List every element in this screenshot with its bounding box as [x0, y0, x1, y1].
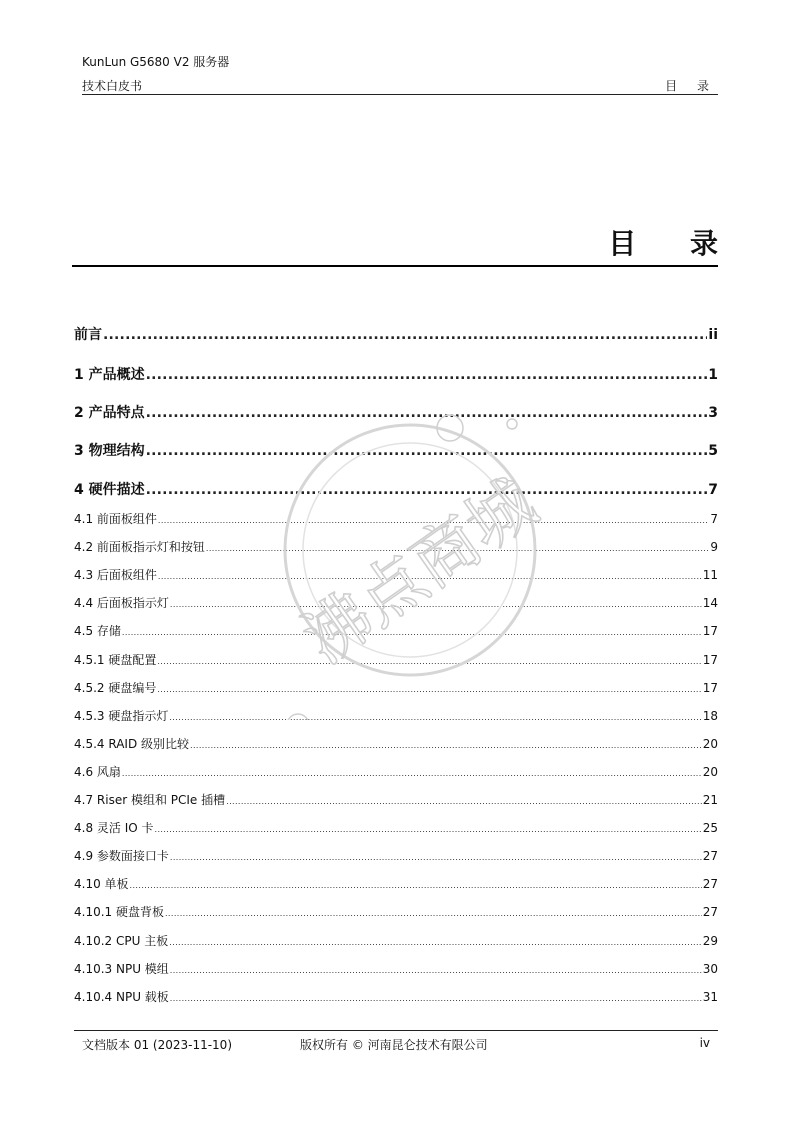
- toc-leader-dots: [130, 881, 702, 890]
- toc-leader-dots: [169, 713, 701, 722]
- toc-entry-page-number: 17: [702, 680, 718, 695]
- toc-entry-page-number: 21: [702, 793, 718, 807]
- toc-leader-dots: [146, 482, 708, 498]
- toc-entry-label: 4.10.2 CPU 主板: [74, 933, 169, 948]
- footer-copyright: 版权所有 © 河南昆仑技术有限公司: [300, 1038, 488, 1052]
- toc-leader-dots: [122, 628, 702, 637]
- toc-entry-label: 前言: [74, 327, 102, 343]
- toc-leader-dots: [157, 657, 701, 666]
- toc-section-entry[interactable]: [74, 819, 718, 839]
- toc-entry-page-number: 27: [702, 877, 718, 892]
- toc-entry-page-number: 17: [702, 624, 718, 639]
- page-title: 目 录: [608, 227, 740, 260]
- toc-section-entry[interactable]: [74, 903, 718, 923]
- toc-entry-page-number: 20: [702, 764, 718, 779]
- toc-entry-page-number: 18: [702, 708, 718, 723]
- toc-entry-label: 4.5.4 RAID 级别比较: [74, 736, 190, 751]
- toc-entry-page-number: 7: [710, 512, 718, 526]
- toc-entry-page-number: ii: [708, 327, 718, 343]
- toc-entry-label: 4.9 参数面接口卡: [74, 849, 169, 864]
- toc-entry-page-number: 9: [710, 540, 718, 555]
- header-divider: [82, 94, 718, 95]
- toc-entry-page-number: 31: [702, 989, 718, 1004]
- toc-leader-dots: [170, 966, 702, 975]
- toc-leader-dots: [158, 572, 702, 581]
- toc-chapter-entry[interactable]: [74, 364, 718, 384]
- header-document-title: 技术白皮书: [82, 79, 143, 93]
- toc-entry-page-number: 27: [702, 849, 718, 864]
- toc-entry-page-number: 3: [708, 405, 718, 421]
- toc-entry-label: 4.5.3 硬盘指示灯: [74, 708, 169, 723]
- toc-leader-dots: [122, 769, 702, 778]
- toc-entry-label: 1 产品概述: [74, 367, 145, 383]
- toc-entry-page-number: 1: [708, 367, 718, 383]
- toc-entry-page-number: 30: [702, 961, 718, 976]
- toc-entry-label: 4.10 单板: [74, 877, 129, 892]
- toc-entry-page-number: 5: [708, 443, 718, 459]
- toc-entry-label: 4.10.4 NPU 载板: [74, 989, 169, 1004]
- toc-entry-label: 4.8 灵活 IO 卡: [74, 821, 154, 836]
- header-product-name: KunLun G5680 V2 服务器: [82, 55, 230, 69]
- toc-leader-dots: [103, 327, 707, 343]
- footer-page-number: iv: [699, 1036, 710, 1050]
- toc-entry-label: 4.6 风扇: [74, 764, 121, 779]
- toc-leader-dots: [157, 685, 701, 694]
- toc-chapter-entry[interactable]: [74, 440, 718, 460]
- toc-section-entry[interactable]: [74, 679, 718, 699]
- svg-text:沸点商城: 沸点商城: [289, 463, 550, 679]
- toc-chapter-entry[interactable]: [74, 402, 718, 422]
- toc-entry-label: 4 硬件描述: [74, 482, 145, 498]
- toc-entry-label: 4.7 Riser 模组和 PCIe 插槽: [74, 793, 226, 807]
- title-divider: [72, 265, 718, 267]
- toc-entry-label: 4.1 前面板组件: [74, 512, 157, 526]
- toc-leader-dots: [170, 994, 702, 1003]
- toc-entry-page-number: 14: [702, 596, 718, 611]
- toc-entry-page-number: 17: [702, 652, 718, 667]
- toc-section-entry[interactable]: [74, 707, 718, 727]
- toc-section-entry[interactable]: [74, 763, 718, 783]
- toc-section-entry[interactable]: [74, 791, 718, 811]
- toc-leader-dots: [146, 405, 708, 421]
- toc-section-entry[interactable]: [74, 510, 718, 530]
- toc-section-entry[interactable]: [74, 847, 718, 867]
- toc-entry-label: 4.5 存储: [74, 624, 121, 639]
- toc-entry-page-number: 29: [702, 933, 718, 948]
- toc-entry-page-number: 7: [708, 482, 718, 498]
- header-section-name: 目 录: [665, 79, 717, 93]
- toc-entry-label: 4.10.1 硬盘背板: [74, 905, 164, 920]
- toc-entry-label: 4.3 后面板组件: [74, 568, 157, 583]
- toc-section-entry[interactable]: [74, 566, 718, 586]
- toc-section-entry[interactable]: [74, 538, 718, 558]
- toc-leader-dots: [146, 443, 708, 459]
- toc-leader-dots: [155, 825, 702, 834]
- toc-section-entry[interactable]: [74, 875, 718, 895]
- toc-leader-dots: [146, 367, 708, 383]
- toc-entry-label: 4.5.1 硬盘配置: [74, 652, 157, 667]
- toc-entry-label: 3 物理结构: [74, 443, 145, 459]
- toc-entry-label: 4.10.3 NPU 模组: [74, 961, 169, 976]
- toc-section-entry[interactable]: [74, 651, 718, 671]
- toc-entry-label: 4.4 后面板指示灯: [74, 596, 169, 611]
- toc-leader-dots: [170, 853, 702, 862]
- toc-leader-dots: [165, 909, 702, 918]
- toc-section-entry[interactable]: [74, 735, 718, 755]
- toc-entry-label: 4.5.2 硬盘编号: [74, 680, 157, 695]
- toc-entry-page-number: 20: [702, 736, 718, 751]
- toc-entry-page-number: 27: [702, 905, 718, 920]
- toc-leader-dots: [190, 741, 702, 750]
- toc-section-entry[interactable]: [74, 988, 718, 1008]
- toc-section-entry[interactable]: [74, 960, 718, 980]
- toc-chapter-entry[interactable]: [74, 479, 718, 499]
- toc-leader-dots: [206, 544, 709, 553]
- toc-leader-dots: [169, 938, 702, 947]
- toc-chapter-entry[interactable]: [74, 324, 718, 344]
- toc-entry-page-number: 25: [702, 821, 718, 836]
- toc-entry-label: 4.2 前面板指示灯和按钮: [74, 540, 205, 555]
- toc-section-entry[interactable]: [74, 932, 718, 952]
- toc-entry-page-number: 11: [702, 568, 718, 583]
- toc-section-entry[interactable]: [74, 594, 718, 614]
- toc-leader-dots: [226, 797, 702, 806]
- toc-leader-dots: [158, 516, 709, 525]
- footer-document-version: 文档版本 01 (2023-11-10): [82, 1038, 233, 1052]
- toc-entry-label: 2 产品特点: [74, 405, 145, 421]
- toc-section-entry[interactable]: [74, 622, 718, 642]
- footer-divider: [74, 1030, 718, 1031]
- toc-leader-dots: [170, 600, 702, 609]
